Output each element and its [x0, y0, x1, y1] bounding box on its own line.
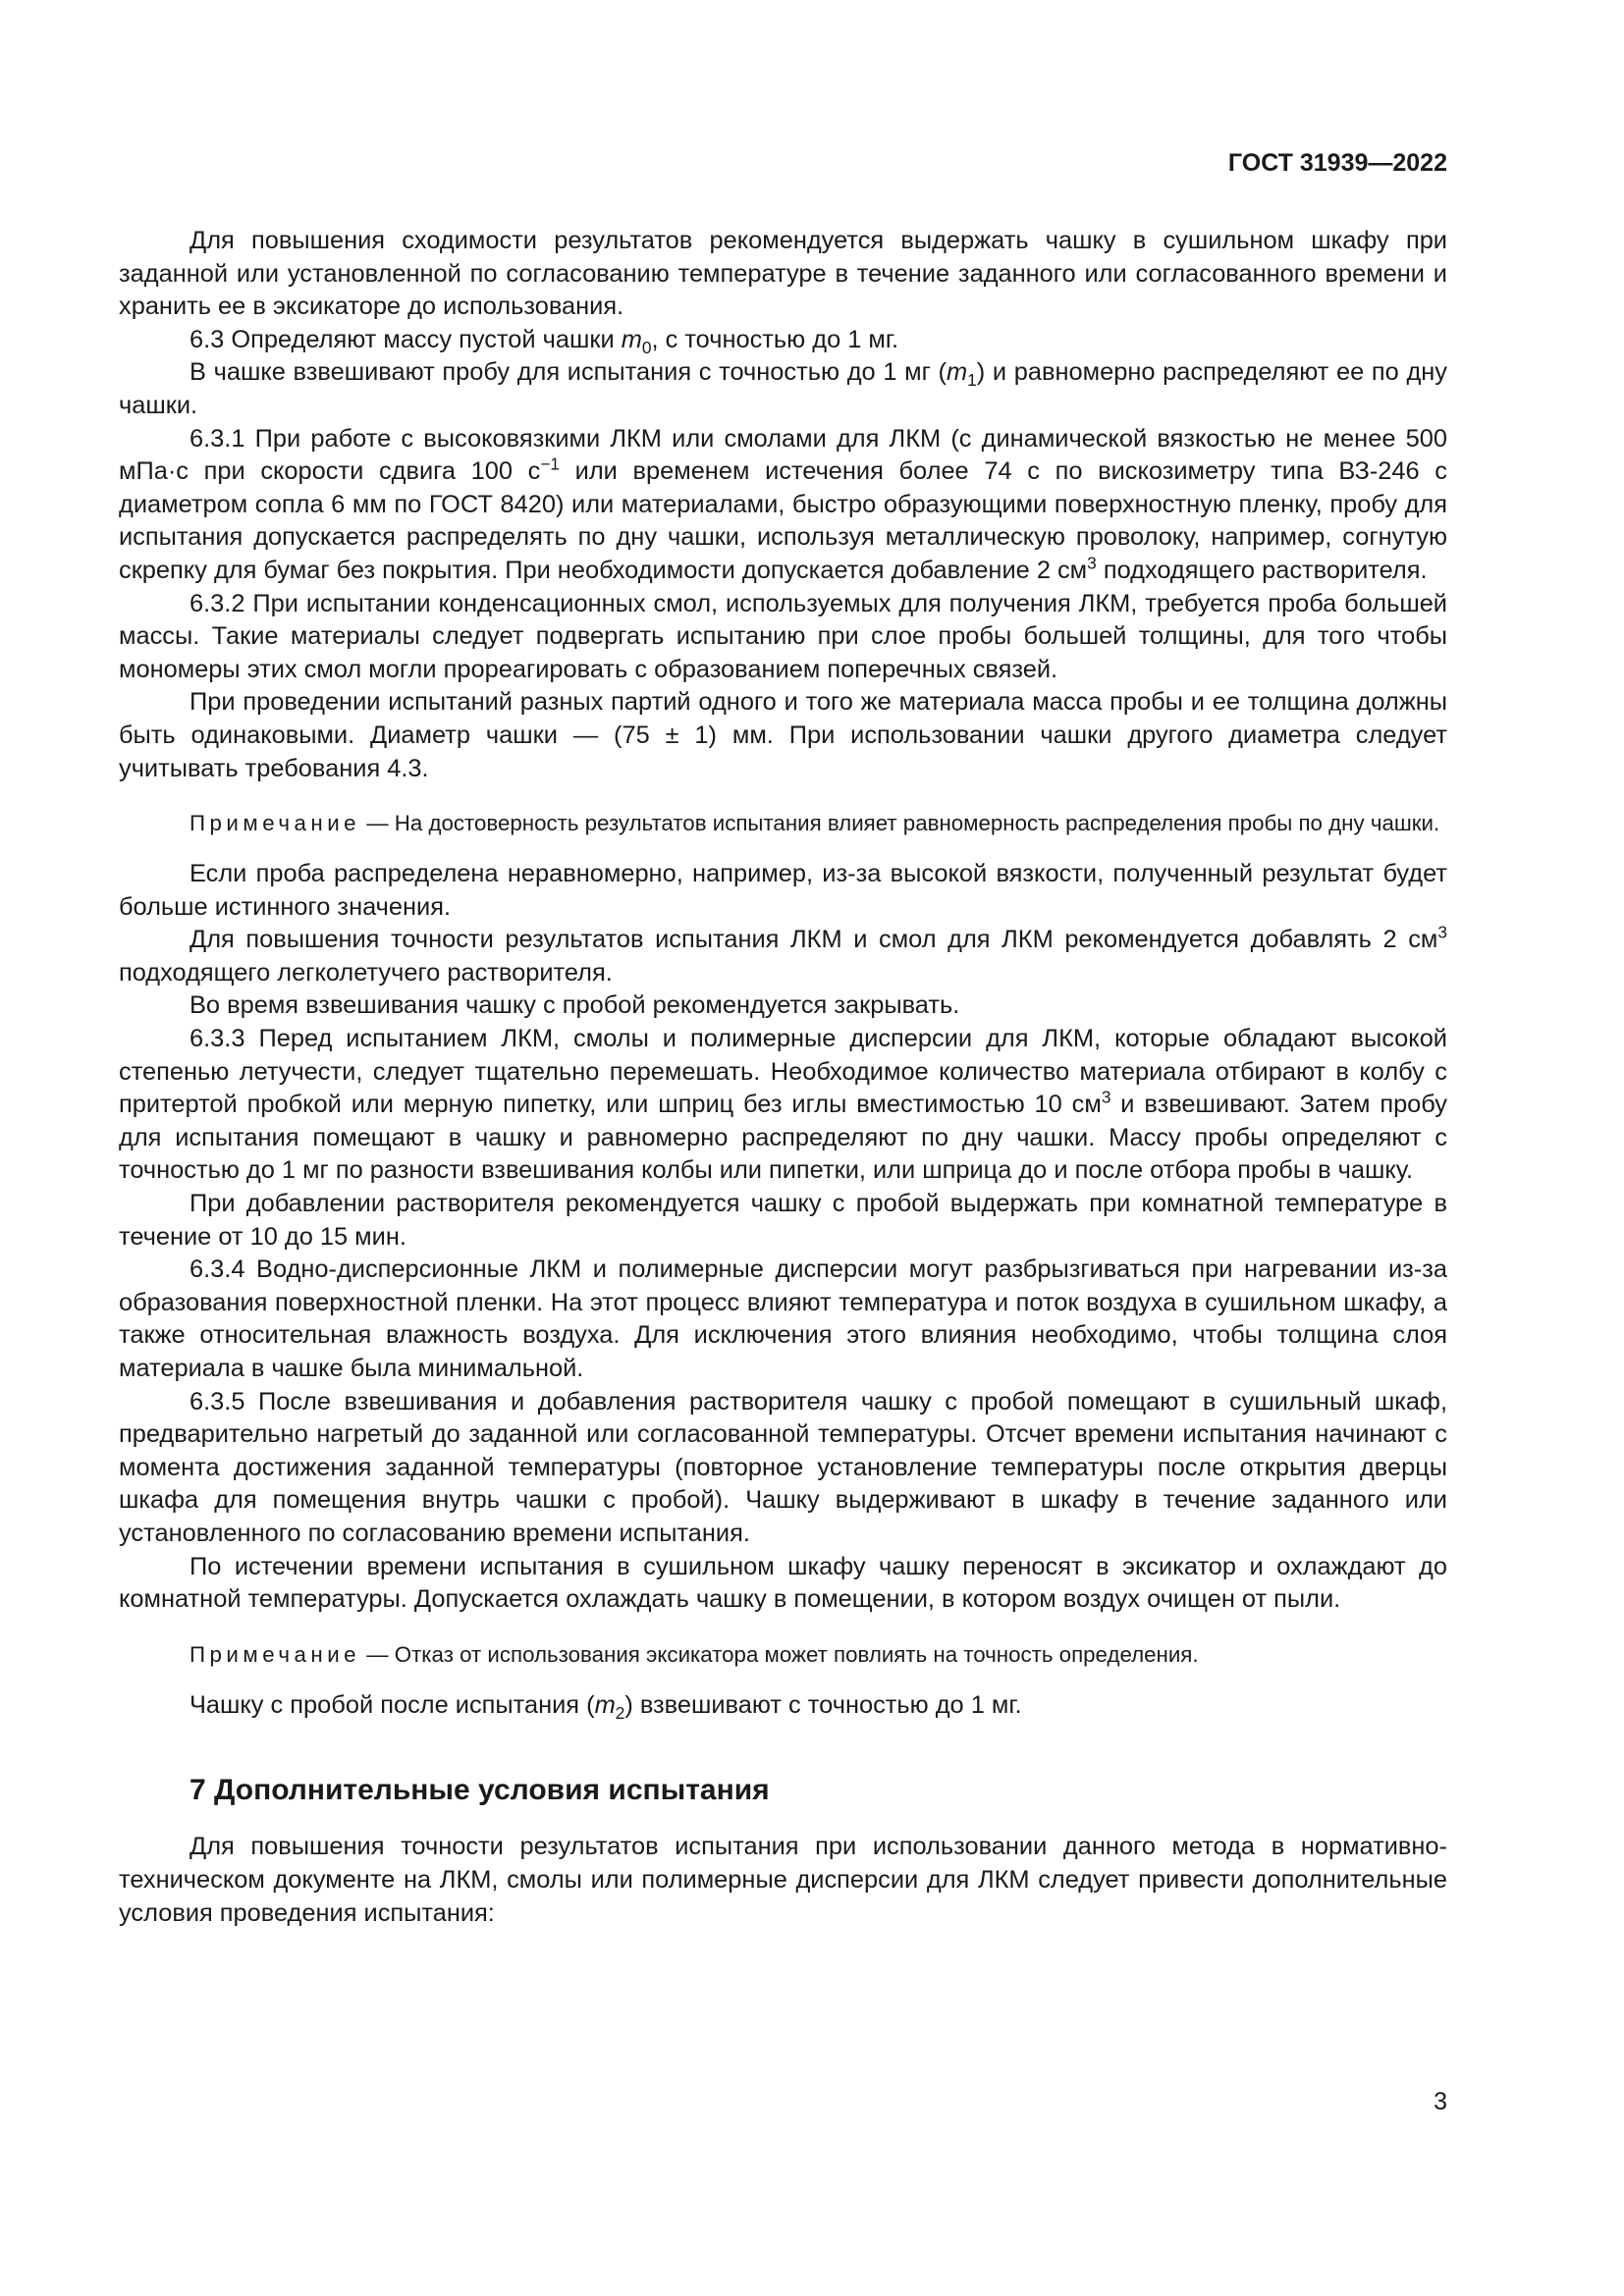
paragraph-solvent-addition: Для повышения точности результатов испытания ЛКМ и смол для ЛКМ рекомендуется добавлять 2 $см^3$ подходящего легколетучего растворителя.: [119, 922, 1447, 987]
note-label: Примечание: [189, 1641, 361, 1667]
document-header-id: ГОСТ 31939—2022: [1227, 149, 1447, 177]
variable-m: m: [621, 325, 642, 353]
paragraph-final-weighing: Чашку с пробой после испытания $(m_2)$ взвешивают с точностью до 1 мг.: [189, 1690, 1022, 1723]
paragraph-cooling: По истечении времени испытания в сушильном шкафу чашку переносят в эксикатор и охлаждают до комнатной температуры. Допускается охлаждать чашку в помещении, в котором воздух очищен от пыли.: [119, 1552, 1447, 1614]
section-7-heading: 7 Дополнительные условия испытания: [189, 1774, 770, 1807]
note-uniformity: Примечание — На достоверность результатов испытания влияет равномерность распределения пробы по дну чашки.: [189, 811, 1440, 836]
note-label: Примечание: [189, 811, 361, 836]
page-number: 3: [1434, 2088, 1447, 2115]
paragraph-drying-recommendation: Для повышения сходимости результатов рекомендуется выдержать чашку в сушильном шкафу при заданной или установленной по согласованию температуре в течение заданного или согласованного времени и хранить ее в эксикаторе до использования.: [119, 227, 1447, 321]
paragraph-section-7-intro: Для повышения точности результатов испытания при использовании данного метода в нормативно-техническом документе на ЛКМ, смолы или полимерные дисперсии для ЛКМ следует привести дополнительные условия проведения испытания:: [119, 1833, 1447, 1927]
paragraph-6-3: 6.3 Определяют массу пустой чашки $m_0$, с точностью до 1 мг.: [189, 325, 899, 357]
paragraph-6-3-4: 6.3.4 Водно-дисперсионные ЛКМ и полимерные дисперсии могут разбрызгиваться при нагревании из-за образования поверхностной пленки. На этот процесс влияют температура и поток воздуха в сушильном шкафу, а также относительная влажность воздуха. Для исключения этого влияния необходимо, чтобы толщина слоя материала в чашке была минимальной.: [119, 1255, 1447, 1382]
paragraph-6-3-1: 6.3.1 При работе с высоковязкими ЛКМ или смолами для ЛКМ (с динамической вязкостью не менее 500 мПа·с при скорости сдвига 100 $с^{-1}$ или временем истечения более 74 с по вискозиметру типа ВЗ-246 с диаметром сопла 6 мм по ГОСТ 8420) или материалами, быстро образующими поверхностную пленку, пробу для испытания допускается распределять по дну чашки, используя металлическую проволоку, например, согнутую скрепку для бумаг без покрытия. При необходимости допускается добавление 2 $см^3$ подходящего растворителя.: [119, 424, 1448, 584]
paragraph-uneven-distribution: Если проба распределена неравномерно, например, из-за высокой вязкости, полученный результат будет больше истинного значения.: [119, 860, 1447, 921]
paragraph-6-3-3: 6.3.3 Перед испытанием ЛКМ, смолы и полимерные дисперсии для ЛКМ, которые обладают высокой степенью летучести, следует тщательно перемешать. Необходимое количество материала отбирают в колбу с притертой пробкой или мерную пипетку, или шприц без иглы вместимостью 10 $см^3$ и взвешивают. Затем пробу для испытания помещают в чашку и равномерно распределяют по дну чашки. Массу пробы определяют с точностью до 1 мг по разности взвешивания колбы или пипетки, или шприца до и после отбора пробы в чашку.: [119, 1025, 1447, 1185]
paragraph-6-3-5: 6.3.5 После взвешивания и добавления растворителя чашку с пробой помещают в сушильный шкаф, предварительно нагретый до заданной или согласованной температуры. Отсчет времени испытания начинают с момента достижения заданной температуры (повторное установление температуры после открытия дверцы шкафа для помещения внутрь чашки с пробой). Чашку выдерживают в шкафу в течение заданного или установленного по согласованию времени испытания.: [119, 1387, 1447, 1547]
paragraph-weighing-sample: В чашке взвешивают пробу для испытания с точностью до 1 мг $(m_1)$ и равномерно распределяют ее по дну чашки.: [119, 358, 1448, 419]
paragraph-room-temperature: При добавлении растворителя рекомендуется чашку с пробой выдержать при комнатной температуре в течение от 10 до 15 мин.: [119, 1190, 1447, 1251]
note-desiccator: Примечание — Отказ от использования эксикатора может повлиять на точность определения.: [189, 1641, 1199, 1667]
paragraph-same-material: При проведении испытаний разных партий одного и того же материала масса пробы и ее толщина должны быть одинаковыми. Диаметр чашки — (75 ± 1) мм. При использовании чашки другого диаметра следует учитывать требования 4.3.: [119, 688, 1447, 782]
variable-m: m: [947, 358, 968, 387]
paragraph-cover-cup: Во время взвешивания чашку с пробой рекомендуется закрывать.: [189, 991, 960, 1020]
variable-m: m: [594, 1690, 616, 1719]
document-body: [119, 225, 1447, 1930]
paragraph-6-3-2: 6.3.2 При испытании конденсационных смол, используемых для получения ЛКМ, требуется проба большей массы. Такие материалы следует подвергать испытанию при слое пробы большей толщины, для того чтобы мономеры этих смол могли прореагировать с образованием поперечных связей.: [119, 589, 1447, 683]
